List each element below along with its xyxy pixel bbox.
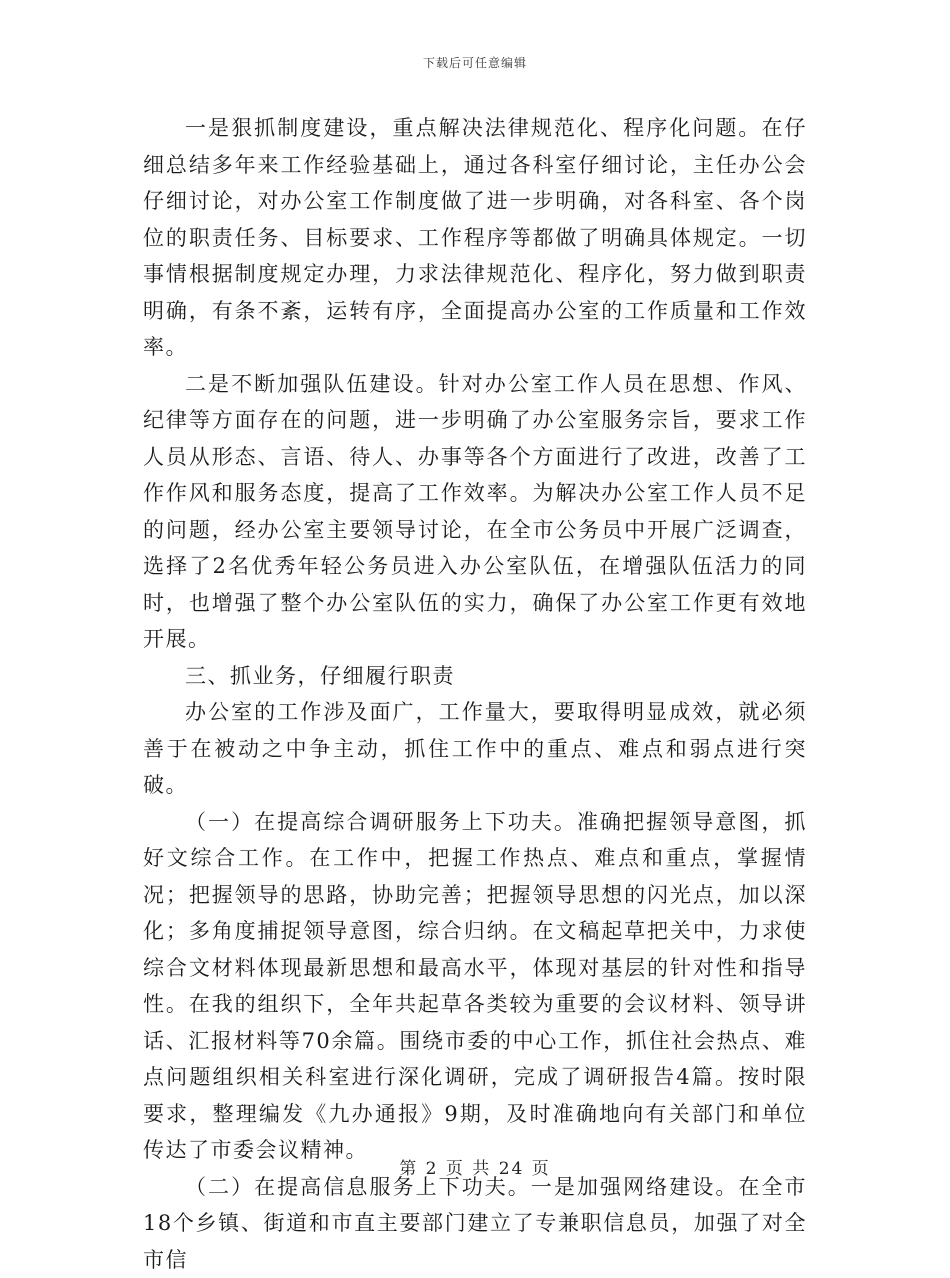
footer-total-pages: 24: [499, 1159, 525, 1179]
paragraph-institution-building: 一是狠抓制度建设，重点解决法律规范化、程序化问题。在仔细总结多年来工作经验基础上，通过各科室仔细讨论，主任办公会仔细讨论，对办公室工作制度做了进一步明确，对各科室、各个岗位的职责任务、目标要求、工作程序等都做了明确具体规定。一切事情根据制度规定办理，力求法律规范化、程序化，努力做到职责明确，有条不紊，运转有序，全面提高办公室的工作质量和工作效率。: [143, 110, 807, 366]
footer-middle: 页 共: [446, 1159, 491, 1179]
paragraph-team-building: 二是不断加强队伍建设。针对办公室工作人员在思想、作风、纪律等方面存在的问题，进一步明确了办公室服务宗旨，要求工作人员从形态、言语、待人、办事等各个方面进行了改进，改善了工作作风和服务态度，提高了工作效率。为解决办公室工作人员不足的问题，经办公室主要领导讨论，在全市公务员中开展广泛调查，选择了2名优秀年轻公务员进入办公室队伍，在增强队伍活力的同时，也增强了整个办公室队伍的实力，确保了办公室工作更有效地开展。: [143, 366, 807, 658]
paragraph-research-service: （一）在提高综合调研服务上下功夫。准确把握领导意图，抓好文综合工作。在工作中，把握工作热点、难点和重点，掌握情况；把握领导的思路，协助完善；把握领导思想的闪光点，加以深化；多角度捕捉领导意图，综合归纳。在文稿起草把关中，力求使综合文材料体现最新思想和最高水平，体现对基层的针对性和指导性。在我的组织下，全年共起草各类较为重要的会议材料、领导讲话、汇报材料等70余篇。围绕市委的中心工作，抓住社会热点、难点问题组织相关科室进行深化调研，完成了调研报告4篇。按时限要求，整理编发《九办通报》9期，及时准确地向有关部门和单位传达了市委会议精神。: [143, 804, 807, 1169]
footer-current-page: 2: [426, 1159, 439, 1179]
footer-prefix: 第: [399, 1159, 418, 1179]
paragraph-office-scope: 办公室的工作涉及面广，工作量大，要取得明显成效，就必须善于在被动之中争主动，抓住工作中的重点、难点和弱点进行突破。: [143, 694, 807, 804]
document-body: [143, 110, 807, 1278]
footer-suffix: 页: [532, 1159, 551, 1179]
page-number-footer: [0, 1154, 950, 1179]
page-header-note: 下载后可任意编辑: [0, 54, 950, 71]
section-heading-business: 三、抓业务，仔细履行职责: [143, 658, 807, 695]
paragraph-information-service: （二）在提高信息服务上下功夫。一是加强网络建设。在全市18个乡镇、街道和市直主要部门建立了专兼职信息员，加强了对全市信: [143, 1169, 807, 1278]
